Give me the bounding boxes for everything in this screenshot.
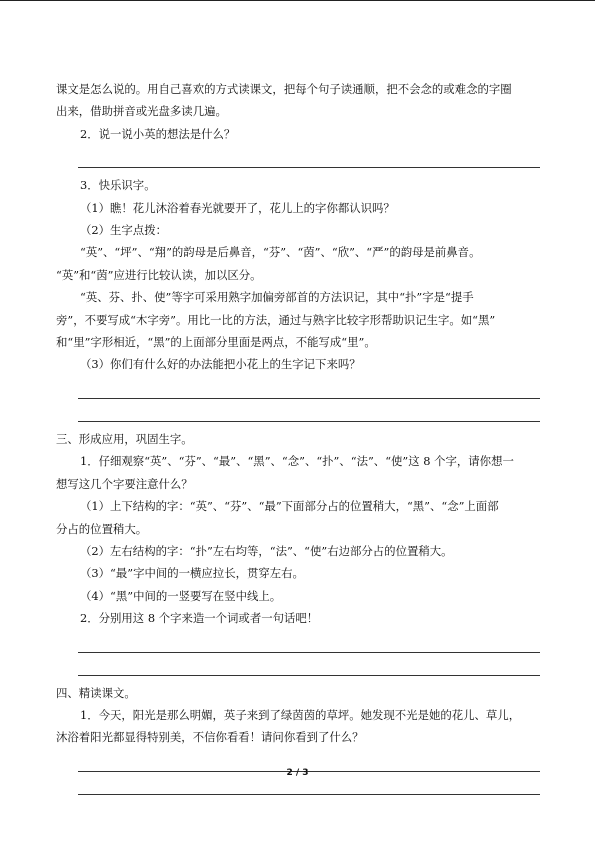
question-3-part-3: （3）你们有什么好的办法能把小花上的生字记下来吗？ — [80, 357, 361, 372]
text-line: 想写这几个字要注意什么？ — [56, 476, 193, 491]
section-4-heading: 四、精读课文。 — [56, 685, 136, 700]
answer-line — [78, 653, 540, 676]
page-number: 2 / 3 — [286, 768, 309, 778]
text-line: 和“里”字形相近，“黑”的上面部分里面是两点，不能写成“里”。 — [56, 335, 376, 350]
text-line: 沐浴着阳光都显得特别美，不信你看看！请问你看到了什么？ — [56, 730, 364, 745]
answer-line — [78, 399, 540, 422]
answer-line — [78, 145, 540, 168]
page-top-rule — [0, 0, 595, 1]
text-line: （4）“黑”中间的一竖要写在竖中线上。 — [80, 588, 282, 603]
question-2: 2．说一说小英的想法是什么？ — [80, 126, 236, 141]
question-3-part-1: （1）瞧！花儿沐浴着春光就要开了，花儿上的字你都认识吗？ — [80, 200, 395, 215]
document-body — [56, 78, 540, 795]
question-3-part-2: （2）生字点拨： — [80, 223, 167, 238]
text-line: 1．仔细观察“英”、“芬”、“最”、“黑”、“念”、“扑”、“法”、“使”这 8 个字，请你想一 — [80, 454, 514, 469]
text-line: “英”和“茵”应进行比较认读，加以区分。 — [56, 267, 262, 282]
text-line: “英、芬、扑、使”等字可采用熟字加偏旁部首的方法识记，其中“扑”字是“提手 — [80, 290, 474, 305]
text-line: “英”、“坪”、“翔”的韵母是后鼻音，“芬”、“茵”、“欣”、“严”的韵母是前鼻音。 — [80, 245, 481, 260]
question-3: 3．快乐识字。 — [80, 178, 156, 193]
text-line: 出来，借助拼音或光盘多读几遍。 — [56, 104, 227, 119]
text-line: 课文是怎么说的。用自己喜欢的方式读课文，把每个句子读通顺，把不会念的或难念的字圈 — [56, 82, 512, 96]
text-line: （1）上下结构的字：“英”、“芬”、“最”下面部分占的位置稍大，“黑”、“念”上面部 — [80, 499, 499, 514]
section-3-heading: 三、形成应用，巩固生字。 — [56, 431, 193, 446]
answer-line — [78, 630, 540, 653]
text-line: 旁”，不要写成“木字旁”。用比一比的方法，通过与熟字比较字形帮助识记生字。如“黑” — [56, 312, 496, 327]
answer-line — [78, 376, 540, 399]
text-line: （2）左右结构的字：“扑”左右均等，“法”、“使”右边部分占的位置稍大。 — [80, 543, 453, 558]
text-line: 2．分别用这 8 个字来造一个词或者一句话吧！ — [80, 611, 319, 626]
text-line: 1．今天，阳光是那么明媚，英子来到了绿茵茵的草坪。她发现不光是她的花儿、草儿， — [80, 707, 521, 722]
text-line: 分占的位置稍大。 — [56, 521, 148, 536]
text-line: （3）“最”字中间的一横应拉长，贯穿左右。 — [80, 566, 304, 581]
